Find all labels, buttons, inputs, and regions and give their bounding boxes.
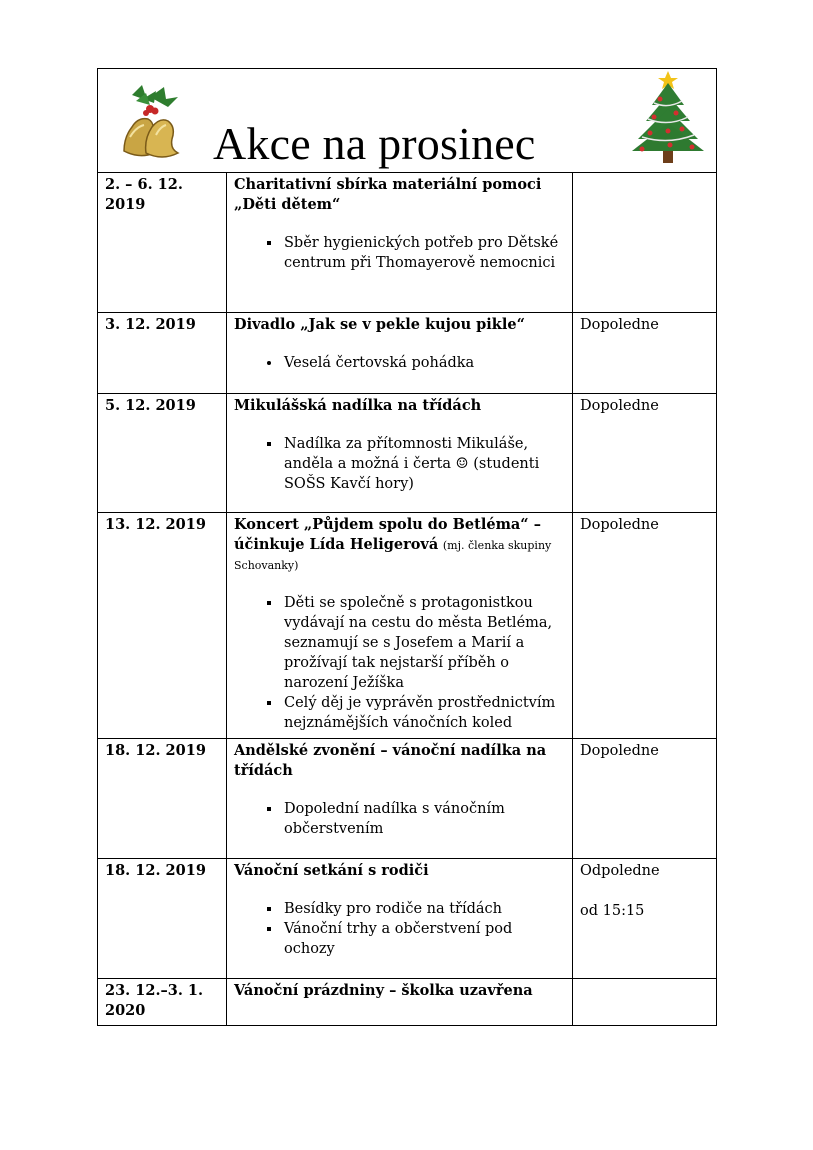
header-row	[98, 69, 717, 173]
event-bullet: ▪ Sběr hygienických potřeb pro Dětské centrum při Thomayerově nemocnici	[282, 233, 565, 273]
event-bullet: ▪ Vánoční trhy a občerstvení pod ochozy	[282, 919, 565, 959]
event-title: Charitativní sbírka materiální pomoci „Děti dětem“	[234, 176, 542, 213]
events-table	[97, 68, 717, 1026]
event-bullet: ▪ Děti se společně s protagonistkou vydávají na cestu do města Betléma, seznamují se s Josefem a Marií a prožívají tak nejstarší příběh o narození Ježíška	[282, 593, 565, 693]
header-cell	[98, 69, 717, 173]
event-row	[98, 739, 717, 859]
event-row	[98, 394, 717, 513]
event-time: Dopoledne	[573, 394, 717, 513]
event-bullets	[234, 353, 565, 373]
event-bullets	[234, 434, 565, 494]
event-time: Odpoledne	[580, 863, 660, 879]
event-time-detail: od 15:15	[580, 903, 645, 919]
event-time-cell	[573, 859, 717, 979]
event-title: Vánoční setkání s rodiči	[234, 862, 429, 879]
christmas-bells-icon	[110, 81, 190, 161]
event-description	[227, 513, 573, 739]
event-row	[98, 173, 717, 313]
event-date: 5. 12. 2019	[98, 394, 227, 513]
christmas-tree-icon	[628, 69, 708, 165]
event-row	[98, 859, 717, 979]
event-heading	[234, 515, 565, 575]
event-bullets	[234, 233, 565, 273]
event-bullets	[234, 899, 565, 959]
event-description	[227, 173, 573, 313]
event-title: Mikulášská nadílka na třídách	[234, 397, 482, 414]
event-time	[573, 979, 717, 1026]
event-bullet: ▪ Nadílka za přítomnosti Mikuláše, anděla a možná i čerta ☺ (studenti SOŠS Kavčí hory)	[282, 434, 565, 494]
event-bullet: ▪ Besídky pro rodiče na třídách	[282, 899, 565, 919]
event-bullets	[234, 799, 565, 839]
event-description	[227, 979, 573, 1026]
page-title: Akce na prosinec	[213, 118, 536, 169]
event-date: 23. 12.–3. 1. 2020	[98, 979, 227, 1026]
event-description	[227, 394, 573, 513]
event-title: Vánoční prázdniny – školka uzavřena	[234, 982, 533, 999]
event-row	[98, 313, 717, 394]
event-description	[227, 739, 573, 859]
event-time: Dopoledne	[573, 313, 717, 394]
event-bullets	[234, 593, 565, 733]
event-date: 3. 12. 2019	[98, 313, 227, 394]
event-date: 2. – 6. 12. 2019	[98, 173, 227, 313]
event-title: Andělské zvonění – vánoční nadílka na třídách	[234, 742, 547, 779]
event-date: 18. 12. 2019	[98, 859, 227, 979]
event-title: Koncert „Půjdem spolu do Betléma“ – účinkuje Lída Heligerová	[234, 516, 541, 553]
event-bullet: • Veselá čertovská pohádka	[282, 353, 565, 373]
event-bullet: ▪ Celý děj je vyprávěn prostřednictvím nejznámějších vánočních koled	[282, 693, 565, 733]
event-time: Dopoledne	[573, 739, 717, 859]
event-time: Dopoledne	[573, 513, 717, 739]
event-time	[573, 173, 717, 313]
event-description	[227, 313, 573, 394]
event-row	[98, 513, 717, 739]
event-row	[98, 979, 717, 1026]
event-title: Divadlo „Jak se v pekle kujou pikle“	[234, 316, 525, 333]
event-date: 18. 12. 2019	[98, 739, 227, 859]
events-sheet	[97, 68, 716, 1026]
event-bullet: ▪ Dopolední nadílka s vánočním občerstvením	[282, 799, 565, 839]
event-description	[227, 859, 573, 979]
event-date: 13. 12. 2019	[98, 513, 227, 739]
event-note: (mj. členka skupiny Schovanky)	[234, 539, 552, 572]
